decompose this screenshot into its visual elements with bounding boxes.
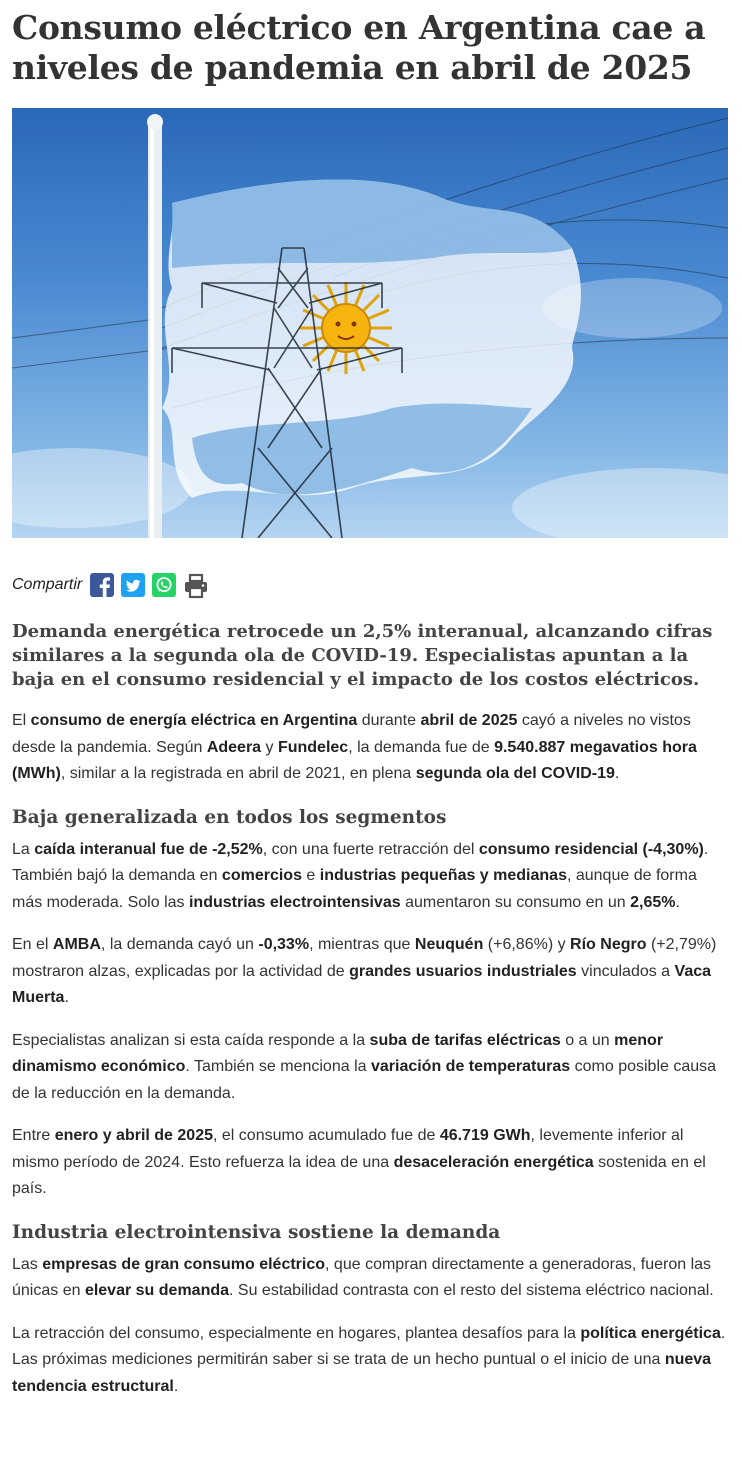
bold-text: grandes usuarios industriales <box>349 962 577 980</box>
bold-text: 46.719 GWh <box>439 1127 531 1144</box>
bold-text: -0,33% <box>258 936 310 953</box>
bold-text: Adeera <box>206 738 262 756</box>
bold-text: segunda ola del COVID-19 <box>415 765 615 782</box>
twitter-icon[interactable] <box>121 573 145 597</box>
bold-text: abril de 2025 <box>420 712 518 729</box>
bold-text: consumo de energía eléctrica en Argentina <box>30 712 358 729</box>
article-lead: Demanda energética retrocede un 2,5% interanual, alcanzando cifras similares a la segunda ola de COVID-19. Especialistas apuntan a la baja en el consumo residencial y el impacto de los costos eléctricos. <box>12 621 713 690</box>
bold-text: elevar su demanda <box>84 1282 230 1299</box>
paragraph: Especialistas analizan si esta caída responde a la suba de tarifas eléctricas o a un menor dinamismo económico. También se menciona la variación de temperaturas como posible causa de la reducción en la demanda. <box>12 1031 717 1102</box>
article-title: Consumo eléctrico en Argentina cae a niveles de pandemia en abril de 2025 <box>12 8 706 87</box>
paragraph: Las empresas de gran consumo eléctrico, que compran directamente a generadoras, fueron las únicas en elevar su demanda. Su estabilidad contrasta con el resto del sistema eléctrico nacional. <box>12 1255 714 1299</box>
hero-image <box>12 108 728 538</box>
bold-text: industrias electrointensivas <box>188 893 401 911</box>
facebook-icon[interactable] <box>90 573 114 597</box>
bold-text: Neuquén <box>414 936 484 953</box>
bold-text: menor dinamismo económico <box>12 1031 664 1075</box>
paragraph: La retracción del consumo, especialmente en hogares, plantea desafíos para la política energética. Las próximas mediciones permitirán saber si se trata de un hecho puntual o el inicio de una nueva tendencia estructural. <box>12 1324 726 1395</box>
bold-text: Río Negro <box>570 936 647 953</box>
hero-illustration <box>12 108 728 538</box>
bold-text: AMBA <box>52 936 101 953</box>
bold-text: consumo residencial (-4,30%) <box>478 840 704 858</box>
section-heading: Baja generalizada en todos los segmentos <box>12 806 447 828</box>
paragraph: El consumo de energía eléctrica en Argentina durante abril de 2025 cayó a niveles no vistos desde la pandemia. Según Adeera y Fundelec, la demanda fue de 9.540.887 megavatios hora (MWh), similar a la registrada en abril de 2021, en plena segunda ola del COVID-19. <box>12 712 697 782</box>
bold-text: caída interanual fue de -2,52% <box>34 840 263 858</box>
bold-text: política energética <box>580 1324 721 1342</box>
bold-text: nueva tendencia estructural <box>12 1351 712 1395</box>
bold-text: variación de temperaturas <box>370 1058 571 1075</box>
bold-text: Vaca Muerta <box>12 962 712 1006</box>
paragraph: Entre enero y abril de 2025, el consumo acumulado fue de 46.719 GWh, levemente inferior al mismo período de 2024. Esto refuerza la idea de una desaceleración energética sostenida en el país. <box>12 1127 706 1197</box>
bold-text: 2,65% <box>630 893 676 911</box>
bold-text: desaceleración energética <box>393 1153 594 1171</box>
paragraph: En el AMBA, la demanda cayó un -0,33%, mientras que Neuquén (+6,86%) y Río Negro (+2,79%) mostraron alzas, explicadas por la actividad de grandes usuarios industriales vinculados a Vaca Muerta. <box>12 936 717 1006</box>
bold-text: Fundelec <box>277 738 349 756</box>
share-bar <box>12 570 730 600</box>
section-heading: Industria electrointensiva sostiene la demanda <box>12 1221 501 1243</box>
whatsapp-icon[interactable] <box>152 573 176 597</box>
print-icon[interactable] <box>183 573 207 597</box>
bold-text: empresas de gran consumo eléctrico <box>42 1255 326 1273</box>
bold-text: 9.540.887 megavatios hora (MWh) <box>12 738 697 782</box>
bold-text: industrias pequeñas y medianas <box>319 867 567 884</box>
bold-text: suba de tarifas eléctricas <box>369 1031 561 1049</box>
bold-text: comercios <box>221 867 302 884</box>
bold-text: enero y abril de 2025 <box>54 1127 213 1144</box>
paragraph: La caída interanual fue de -2,52%, con una fuerte retracción del consumo residencial (-4,30%). También bajó la demanda en comercios e industrias pequeñas y medianas, aunque de forma más moderada. Solo las industrias electrointensivas aumentaron su consumo en un 2,65%. <box>12 840 709 911</box>
share-label: Compartir <box>12 576 83 593</box>
